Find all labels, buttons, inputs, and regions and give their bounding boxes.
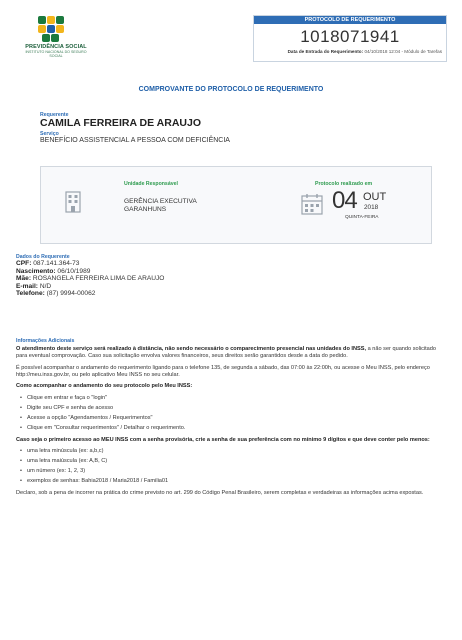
protocol-number: 1018071941 bbox=[300, 27, 400, 46]
additional-info-label: Informações Adicionais bbox=[16, 338, 75, 344]
cpf-value: 087.141.364-73 bbox=[33, 260, 80, 267]
info-p1-rest: a não ser quando solicitado para eventual comprovação. Caso sua solicitação envolva valores financeiros, seus direitos serão garantidos desde a data do pedido. bbox=[16, 346, 437, 359]
steps-list bbox=[20, 395, 446, 432]
previdencia-logo bbox=[20, 16, 92, 58]
protocol-entry-date bbox=[254, 49, 446, 54]
cpf-label: CPF: bbox=[16, 260, 32, 267]
unit-line-1: GERÊNCIA EXECUTIVA bbox=[124, 198, 197, 205]
unit-line-2: GARANHUNS bbox=[124, 206, 167, 213]
info-paragraph-1 bbox=[16, 346, 446, 360]
birth-label: Nascimento: bbox=[16, 267, 56, 275]
logo-name: PREVIDÊNCIA SOCIAL bbox=[25, 44, 87, 50]
entry-label: Data de Entrada do Requerimento: bbox=[287, 49, 364, 54]
birth-value: 06/10/1989 bbox=[57, 267, 91, 275]
additional-info bbox=[16, 338, 446, 502]
mother-value: ROSANGELA FERREIRA LIMA DE ARAUJO bbox=[32, 275, 165, 283]
email-value: N/D bbox=[39, 282, 52, 290]
service-label: Serviço bbox=[40, 131, 59, 137]
requester-data-label: Dados do Requerente bbox=[16, 254, 70, 260]
info-paragraph-2: É possível acompanhar o andamento do requerimento ligando para o telefone 135, de segunda a sábado, das 07:00 às 22:00h, ou acesse o Meu INSS, pelo endereço http://meu.inss.gov.br, ou pelo aplicativo Meu INSS no seu celular. bbox=[16, 364, 430, 378]
requester-name: CAMILA FERREIRA DE ARAUJO bbox=[40, 117, 202, 129]
mother-row bbox=[16, 275, 446, 283]
list-item: • um número (ex: 1, 2, 3) bbox=[20, 468, 446, 475]
unit-name bbox=[124, 198, 197, 214]
unit-date-box bbox=[40, 166, 432, 244]
requester-label: Requerente bbox=[40, 112, 69, 118]
phone-label: Telefone: bbox=[16, 290, 45, 298]
list-item: • uma letra maiúscula (ex: A,B, C) bbox=[20, 458, 446, 465]
protocol-header: PROTOCOLO DE REQUERIMENTO bbox=[254, 16, 446, 24]
cpf-row bbox=[16, 260, 446, 268]
date-year: 2018 bbox=[364, 204, 379, 211]
date-weekday: QUINTA-FEIRA bbox=[345, 215, 379, 220]
email-row bbox=[16, 283, 446, 291]
list-item: • Acesse a opção "Agendamentos / Requerimentos" bbox=[20, 415, 446, 422]
declaration: Declaro, sob a pena de incorrer na prática do crime previsto no art. 299 do Código Penal Brasileiro, serem completas e verdadeiras as informações acima expostas. bbox=[16, 490, 424, 496]
list-item: • Digite seu CPF e senha de acesso bbox=[20, 405, 446, 412]
requester-data bbox=[16, 254, 446, 298]
logo-subtitle: INSTITUTO NACIONAL DO SEGURO SOCIAL bbox=[25, 50, 87, 58]
protocol-box bbox=[253, 15, 447, 62]
date-day: 04 bbox=[332, 187, 357, 214]
service-name: BENEFÍCIO ASSISTENCIAL A PESSOA COM DEFICIÊNCIA bbox=[40, 137, 230, 144]
phone-row bbox=[16, 290, 446, 298]
unit-label: Unidade Responsável bbox=[124, 181, 178, 187]
phone-value: (87) 9994-00062 bbox=[46, 290, 96, 298]
list-item: • Clique em "Consultar requerimentos" / Detalhar o requerimento. bbox=[20, 425, 446, 432]
date-month: OUT bbox=[363, 191, 387, 203]
calendar-icon bbox=[301, 193, 323, 215]
list-item: • uma letra minúscula (ex: a,b,c) bbox=[20, 448, 446, 455]
info-paragraph-3: Como acompanhar o andamento do seu protocolo pelo Meu INSS: bbox=[16, 383, 193, 389]
requester-block bbox=[40, 112, 440, 145]
date-label: Protocolo realizado em bbox=[315, 181, 373, 187]
logo-mark-icon bbox=[38, 16, 72, 42]
birth-row bbox=[16, 268, 446, 276]
list-item: • Clique em entrar e faça o "login" bbox=[20, 395, 446, 402]
password-rules-list bbox=[20, 448, 446, 485]
info-p1-bold: O atendimento deste serviço será realizado à distância, não sendo necessário o comparecimento presencial nas unidades do INSS, bbox=[16, 346, 367, 352]
page-title: COMPROVANTE DO PROTOCOLO DE REQUERIMENTO bbox=[138, 86, 324, 93]
mother-label: Mãe: bbox=[16, 275, 32, 283]
email-label: E-mail: bbox=[16, 282, 38, 290]
list-item: • exemplos de senhas: Bahia2018 / Maria2018 / Familia01 bbox=[20, 478, 446, 485]
info-paragraph-4: Caso seja o primeiro acesso ao MEU INSS com a senha provisória, crie a senha de sua preferência com no mínimo 9 dígitos e que deve conter pelo menos: bbox=[16, 436, 430, 443]
building-icon bbox=[65, 191, 81, 213]
entry-value: 04/10/2018 12:04 - Módulo de Tarefas bbox=[364, 49, 442, 54]
